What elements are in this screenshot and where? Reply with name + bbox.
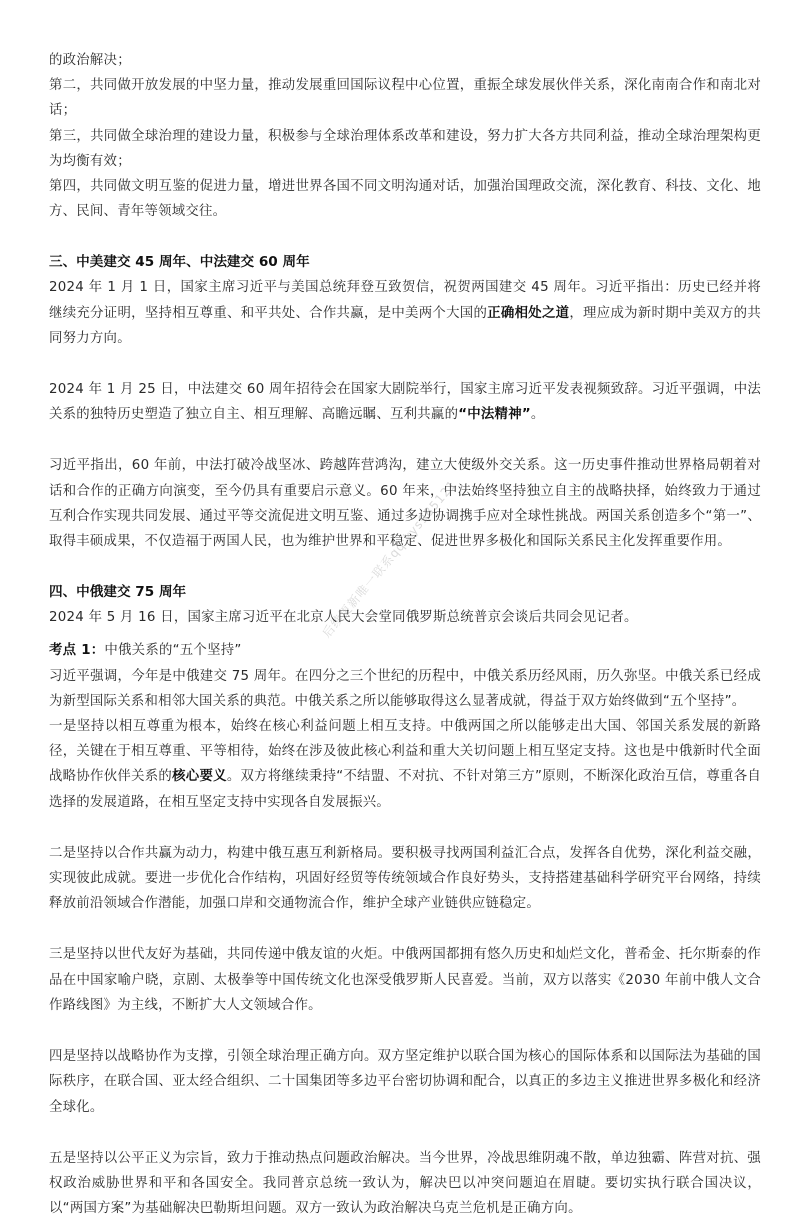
paragraph: 的政治解决； <box>49 53 131 68</box>
paragraph: 一是坚持以相互尊重为根本，始终在核心利益问题上相互支持。中俄两国之所以能够走出大国、邻国关系发展的新路径，关键在于相互尊重、平等相待，始终在涉及彼此核心利益和重大关切问题上相互坚定支持。这也是中俄新时代全面战略协作伙伴关系的核心要义。双方将继续秉持“不结盟、不对抗、不针对第三方”原则，不断深化政治互信，尊重各自选择的发展道路，在相互坚定支持中实现各自发展振兴。 <box>49 719 762 810</box>
paragraph: 三是坚持以世代友好为基础，共同传递中俄友谊的火炬。中俄两国都拥有悠久历史和灿烂文化，普希金、托尔斯泰的作品在中国家喻户晓，京剧、太极拳等中国传统文化也深受俄罗斯人民喜爱。当前，双方以落实《2030 年前中俄人文合作路线图》为主线，不断扩大人文领域合作。 <box>49 947 761 1013</box>
emphasis: 正确相处之道 <box>487 305 570 321</box>
paragraph: 习近平指出，60 年前，中法打破冷战坚冰、跨越阵营鸿沟，建立大使级外交关系。这一历史事件推动世界格局朝着对话和合作的正确方向演变，至今仍具有重要启示意义。60 年来，中法始终坚持独立自主的战略抉择，始终致力于通过互利合作实现共同发展、通过平等交流促进文明互鉴、通过多边协调携手应对全球性挑战。两国关系创造多个“第一”、取得丰硕成果，不仅造福于两国人民，也为维护世界和平稳定、促进世界多极化和国际关系民主化发挥重要作用。 <box>49 458 761 550</box>
paragraph: 四是坚持以战略协作为支撑，引领全球治理正确方向。双方坚定维护以联合国为核心的国际体系和以国际法为基础的国际秩序，在联合国、亚太经合组织、二十国集团等多边平台密切协调和配合，以真正的多边主义推进世界多极化和经济全球化。 <box>49 1049 761 1115</box>
paragraph: 习近平强调，今年是中俄建交 75 周年。在四分之三个世纪的历程中，中俄关系历经风雨，历久弥坚。中俄关系已经成为新型国际关系和相邻大国关系的典范。中俄关系之所以能够取得这么显著成就，得益于双方始终做到“五个坚持”。 <box>49 668 761 709</box>
paragraph: 二是坚持以合作共赢为动力，构建中俄互惠互利新格局。要积极寻找两国利益汇合点，发挥各自优势，深化利益交融，实现彼此成就。要进一步优化合作结构，巩固好经贸等传统领域合作良好势头，支持搭建基础科学研究平台网络，持续释放前沿领域合作潜能，加强口岸和交通物流合作，维护全球产业链供应链稳定。 <box>49 845 761 912</box>
paragraph: 2024 年 1 月 25 日，中法建交 60 周年招待会在国家大剧院举行，国家主席习近平发表视频致辞。习近平强调，中法关系的独特历史塑造了独立自主、相互理解、高瞻远瞩、互利共赢的“中法精神”。 <box>49 382 761 423</box>
section-heading: 三、中美建交 45 周年、中法建交 60 周年 <box>49 254 310 271</box>
paragraph: 第二，共同做开放发展的中坚力量，推动发展重回国际议程中心位置，重振全球发展伙伴关系，深化南南合作和南北对话； <box>49 78 761 119</box>
watermark: 后续更新唯一联系qq:kys985121 <box>319 477 460 641</box>
paragraph: 第四，共同做文明互鉴的促进力量，增进世界各国不同文明沟通对话，加强治国理政交流，深化教育、科技、文化、地方、民间、青年等领域交往。 <box>49 179 761 220</box>
key-point-heading: 考点 1：中俄关系的“五个坚持” <box>49 643 242 659</box>
paragraph: 2024 年 5 月 16 日，国家主席习近平在北京人民大会堂同俄罗斯总统普京会谈后共同会见记者。 <box>49 610 638 626</box>
emphasis: “中法精神” <box>458 407 531 423</box>
paragraph: 第三，共同做全球治理的建设力量，积极参与全球治理体系改革和建设，努力扩大各方共同利益，推动全球治理架构更为均衡有效； <box>49 128 761 169</box>
document-page <box>49 48 761 1221</box>
section-heading: 四、中俄建交 75 周年 <box>49 584 187 601</box>
paragraph: 2024 年 1 月 1 日，国家主席习近平与美国总统拜登互致贺信，祝贺两国建交 45 周年。习近平指出：历史已经并将继续充分证明，坚持相互尊重、和平共处、合作共赢，是中美两个大国的正确相处之道，理应成为新时期中美双方的共同努力方向。 <box>49 280 762 346</box>
paragraph: 五是坚持以公平正义为宗旨，致力于推动热点问题政治解决。当今世界，冷战思维阴魂不散，单边独霸、阵营对抗、强权政治威胁世界和平和各国安全。我同普京总统一致认为，解决巴以冲突问题迫在眉睫。要切实执行联合国决议，以“两国方案”为基础解决巴勒斯坦问题。双方一致认为政治解决乌克兰危机是正确方向。 <box>49 1150 761 1217</box>
emphasis: 核心要义 <box>172 769 227 785</box>
